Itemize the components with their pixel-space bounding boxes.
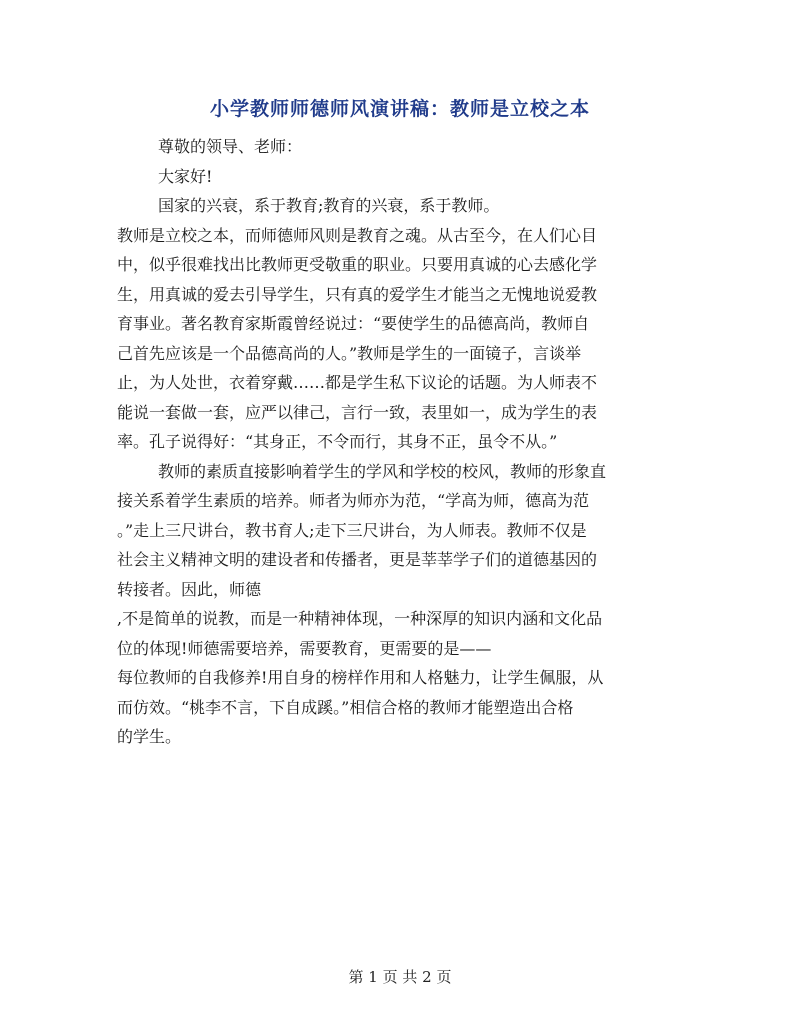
text-line: 能说一套做一套，应严以律己，言行一致，表里如一，成为学生的表	[117, 402, 598, 422]
text-line: 止，为人处世，衣着穿戴……都是学生私下议论的话题。为人师表不	[117, 373, 598, 392]
salutation-line: 尊敬的领导、老师：	[158, 137, 303, 156]
text-line: 而仿效。“桃李不言，下自成蹊。”相信合格的教师才能塑造出合格	[117, 697, 574, 717]
text-line: 中，似乎很难找出比教师更受敬重的职业。只要用真诚的心去感化学	[117, 255, 598, 274]
document-title: 小学教师师德师风演讲稿：教师是立校之本	[209, 98, 590, 120]
text-line: 育事业。著名教育家斯霞曾经说过：“要使学生的品德高尚，教师自	[117, 314, 590, 333]
page-number: 第 1 页 共 2 页	[348, 968, 452, 986]
text-line: 转接者。因此，师德	[117, 579, 262, 599]
text-line: 的学生。	[117, 727, 182, 746]
text-line: 位的体现!师德需要培养，需要教育，更需要的是——	[117, 638, 492, 658]
text-line: 教师是立校之本，而师德师风则是教育之魂。从古至今，在人们心目	[117, 225, 598, 245]
text-line: 。”走上三尺讲台，教书育人;走下三尺讲台，为人师表。教师不仅是	[117, 520, 587, 540]
text-line: 教师的素质直接影响着学生的学风和学校的校风，教师的形象直	[158, 461, 607, 481]
text-line: 国家的兴衰，系于教育;教育的兴衰，系于教师。	[158, 196, 500, 215]
text-line: 率。孔子说得好：“其身正，不令而行，其身不正，虽令不从。”	[117, 432, 558, 451]
text-line: 社会主义精神文明的建设者和传播者，更是莘莘学子们的道德基因的	[117, 550, 598, 569]
document-body	[117, 132, 685, 752]
text-line: 每位教师的自我修养!用自身的榜样作用和人格魅力，让学生佩服，从	[117, 668, 604, 687]
text-line: 己首先应该是一个品德高尚的人。”教师是学生的一面镜子，言谈举	[117, 343, 582, 363]
text-line: ,不是简单的说教，而是一种精神体现，一种深厚的知识内涵和文化品	[117, 609, 603, 628]
text-line: 生，用真诚的爱去引导学生，只有真的爱学生才能当之无愧地说爱教	[117, 284, 598, 304]
text-line: 接关系着学生素质的培养。师者为师亦为范，“学高为师，德高为范	[117, 491, 590, 510]
greeting-line: 大家好!	[158, 166, 213, 186]
